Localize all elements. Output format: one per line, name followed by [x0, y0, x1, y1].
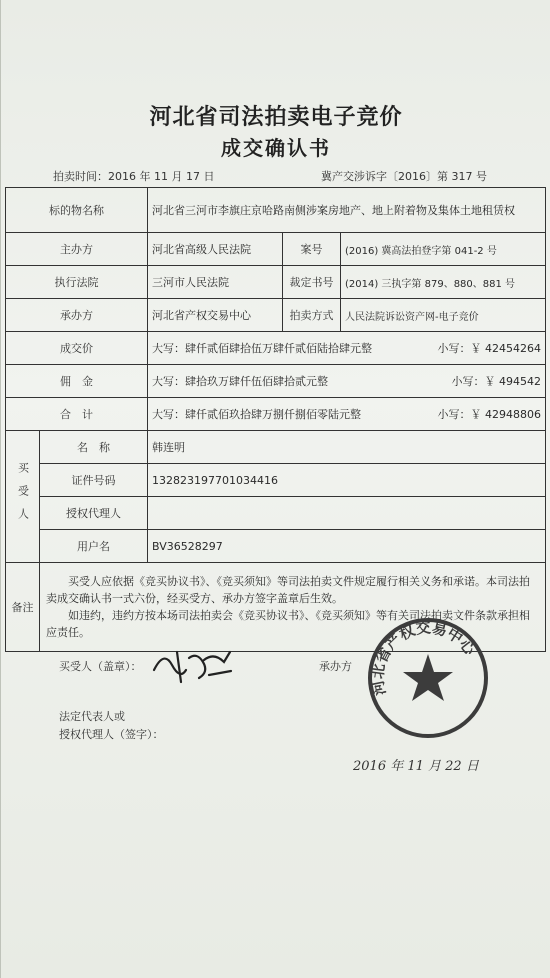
table-row [6, 332, 546, 365]
notes-paragraph-1: 买受人应依据《竞买协议书》、《竞买须知》等司法拍卖文件规定履行相关义务和承诺。本司法拍卖成交确认书一式六份，经买受方、承办方签字盖章后生效。 [46, 575, 530, 605]
subject-label: 标的物名称 [6, 188, 148, 233]
commission-upper: 大写：肆拾玖万肆仟伍佰肆拾贰元整 [152, 375, 328, 388]
table-row [6, 530, 546, 563]
table-row [6, 188, 546, 233]
total-upper: 大写：肆仟贰佰玖拾肆万捌仟捌佰零陆元整 [152, 408, 361, 421]
host-value: 河北省高级人民法院 [148, 233, 283, 266]
official-seal-stamp [364, 614, 492, 742]
table-row [6, 398, 546, 431]
id-label: 证件号码 [40, 464, 148, 497]
handwritten-date: 2016 年 11 月 22 日 [353, 759, 479, 774]
table-row [6, 497, 546, 530]
username-value: BV36528297 [148, 530, 546, 563]
document-subtitle: 成交确认书 [221, 136, 331, 160]
exec-court-value: 三河市人民法院 [148, 266, 283, 299]
auction-method-label: 拍卖方式 [283, 299, 341, 332]
case-reference: 冀产交涉诉字〔2016〕第 317 号 [321, 170, 487, 183]
price-label: 成交价 [6, 332, 148, 365]
ruling-label: 裁定书号 [283, 266, 341, 299]
buyer-group-label: 买受人 [6, 431, 40, 563]
legal-rep-label-1: 法定代表人或 [59, 710, 125, 723]
commission-label: 佣 金 [6, 365, 148, 398]
buyer-seal-label: 买受人（盖章）： [59, 660, 142, 673]
confirmation-table [5, 187, 546, 652]
name-value: 韩连明 [148, 431, 546, 464]
case-no-label: 案号 [283, 233, 341, 266]
organizer-value: 河北省产权交易中心 [148, 299, 283, 332]
table-row [6, 365, 546, 398]
agent-value [148, 497, 546, 530]
subject-value: 河北省三河市李旗庄京哈路南侧涉案房地产、地上附着物及集体土地租赁权 [148, 188, 546, 233]
price-lower: 小写：￥ 42454264 [437, 342, 541, 355]
notes-paragraph-2: 如违约，违约方按本场司法拍卖会《竞买协议书》、《竞买须知》等有关司法拍卖文件条款承担相应责任。 [46, 609, 530, 639]
auction-time: 拍卖时间：2016 年 11 月 17 日 [53, 170, 215, 183]
total-label: 合 计 [6, 398, 148, 431]
name-label: 名 称 [40, 431, 148, 464]
auction-method-value: 人民法院诉讼资产网-电子竞价 [341, 299, 546, 332]
table-row [6, 464, 546, 497]
handwritten-signature [149, 640, 239, 690]
username-label: 用户名 [40, 530, 148, 563]
table-row [6, 233, 546, 266]
organizer-sign-label: 承办方 [319, 660, 352, 673]
ruling-value: (2014) 三执字第 879、880、881 号 [341, 266, 546, 299]
id-value: 132823197701034416 [148, 464, 546, 497]
notes-label: 备注 [6, 563, 40, 652]
agent-label: 授权代理人 [40, 497, 148, 530]
table-row [6, 266, 546, 299]
table-row [6, 431, 546, 464]
organizer-label: 承办方 [6, 299, 148, 332]
stamp-text: 河北省产权交易中心 [368, 618, 480, 698]
host-label: 主办方 [6, 233, 148, 266]
exec-court-label: 执行法院 [6, 266, 148, 299]
commission-lower: 小写：￥ 494542 [451, 375, 541, 388]
document-title: 河北省司法拍卖电子竞价 [149, 104, 403, 130]
table-row [6, 299, 546, 332]
price-upper: 大写：肆仟贰佰肆拾伍万肆仟贰佰陆拾肆元整 [152, 342, 372, 355]
legal-rep-label-2: 授权代理人（签字）： [59, 728, 164, 741]
case-no-value: (2016) 冀高法拍登字第 041-2 号 [341, 233, 546, 266]
total-lower: 小写：￥ 42948806 [437, 408, 541, 421]
